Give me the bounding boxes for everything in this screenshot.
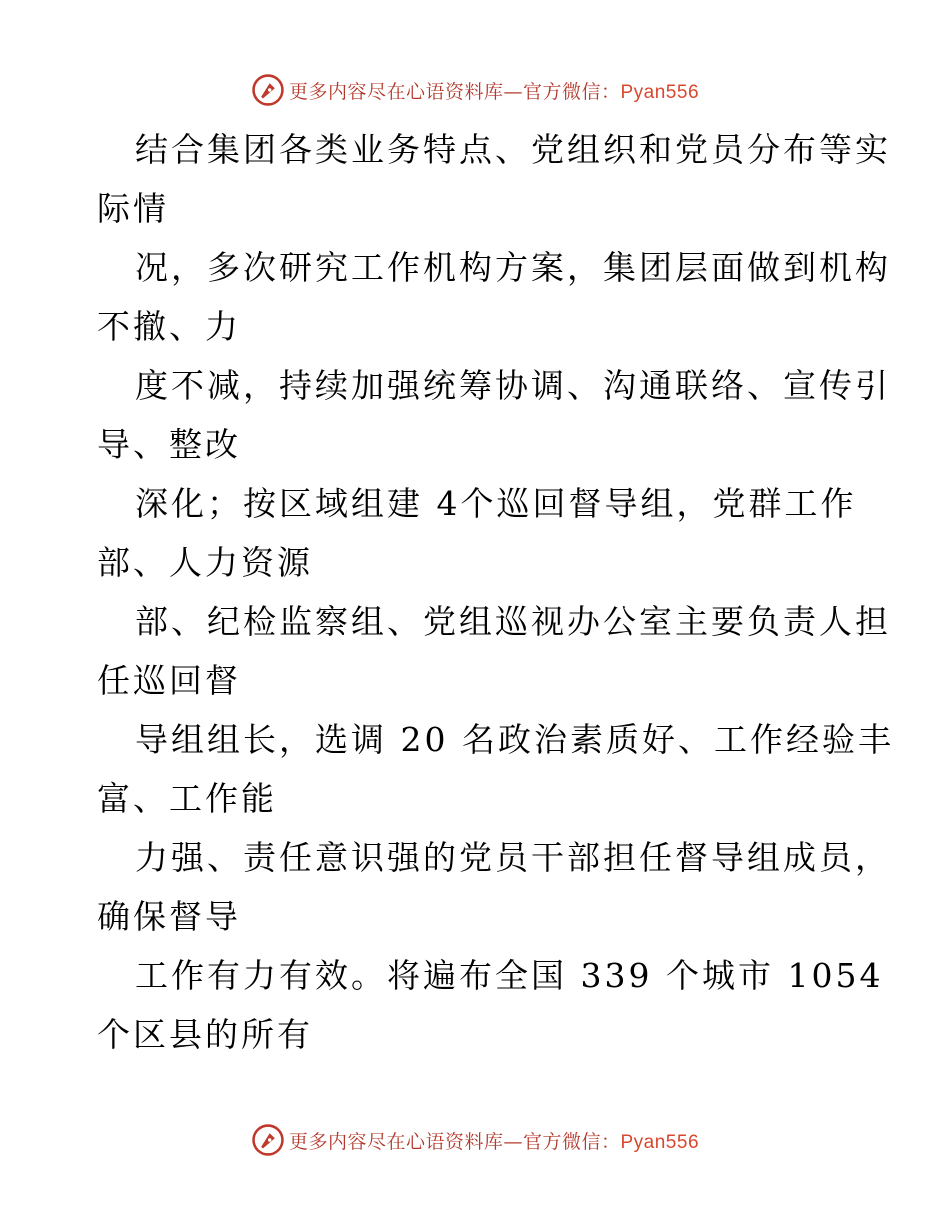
- text-line: 任巡回督: [97, 661, 241, 700]
- text-line: 况，多次研究工作机构方案，集团层面做到机构: [135, 248, 891, 287]
- text-line: 富、工作能: [97, 779, 277, 818]
- text-line: 力强、责任意识强的党员干部担任督导组成员，: [135, 838, 891, 877]
- text-line: 部、纪检监察组、党组巡视办公室主要负责人担: [135, 602, 891, 641]
- footer-watermark: [0, 1120, 950, 1160]
- text-line: 际情: [97, 189, 169, 228]
- header-watermark: [0, 70, 950, 110]
- text-line: 度不减，持续加强统筹协调、沟通联络、宣传引: [135, 366, 891, 405]
- pen-nib-logo-icon: [251, 73, 285, 107]
- watermark-text: 更多内容尽在心语资料库—官方微信：Pyan556: [288, 80, 700, 103]
- text-line: 导、整改: [97, 425, 241, 464]
- watermark-wechat-id: Pyan556: [620, 81, 700, 103]
- text-line: 确保督导: [97, 897, 241, 936]
- watermark-wechat-id: Pyan556: [620, 1131, 700, 1153]
- text-line: 个区县的所有: [97, 1015, 313, 1054]
- watermark-text: 更多内容尽在心语资料库—官方微信：Pyan556: [288, 1130, 700, 1153]
- text-line: 深化；按区域组建 4个巡回督导组，党群工作: [135, 484, 857, 523]
- pen-nib-logo-icon: [251, 1123, 285, 1157]
- text-line: 不撤、力: [97, 307, 241, 346]
- text-line: 结合集团各类业务特点、党组织和党员分布等实: [135, 130, 891, 169]
- text-line: 工作有力有效。将遍布全国 339 个城市 1054: [135, 956, 884, 995]
- text-line: 导组组长，选调 20 名政治素质好、工作经验丰: [135, 720, 894, 759]
- text-line: 部、人力资源: [97, 543, 313, 582]
- document-body: [97, 120, 894, 1064]
